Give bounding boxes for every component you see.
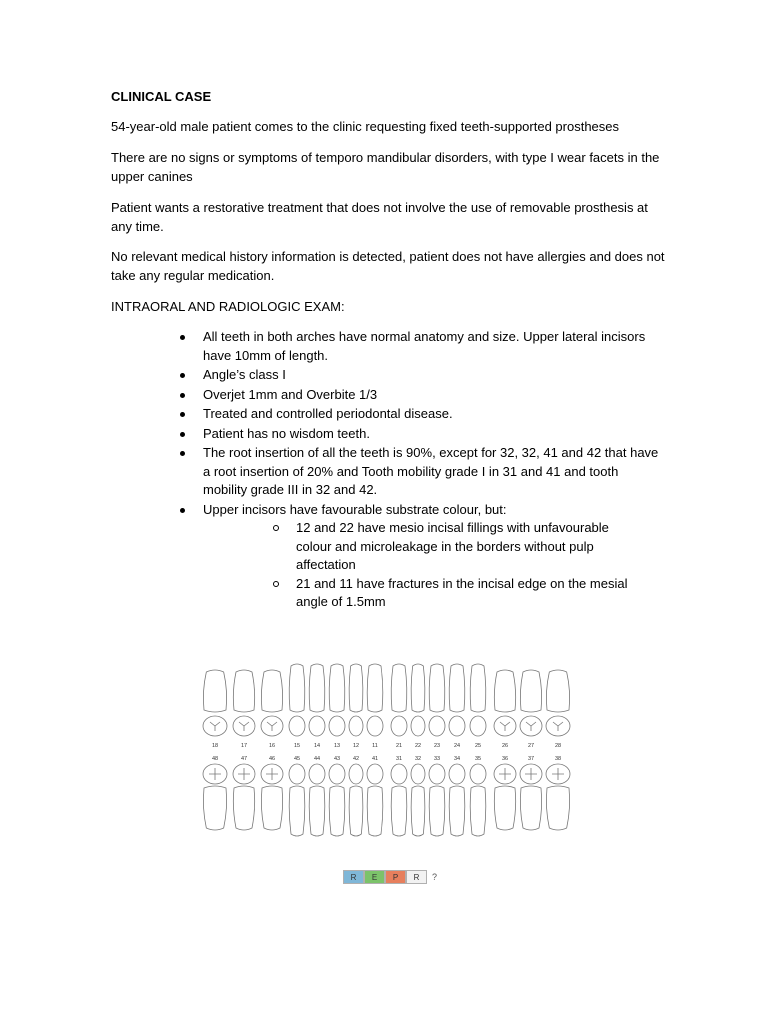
upper-tooth-27 [520,670,542,749]
chart-toolbar [343,870,437,884]
paragraph-patient: 54-year-old male patient comes to the clinic requesting fixed teeth-supported prostheses [111,119,620,134]
bullet-icon [180,373,185,378]
lower-tooth-44 [309,756,325,836]
upper-tooth-13 [329,664,345,749]
upper-tooth-24 [449,664,465,749]
tooth-number-label: 28 [554,743,562,749]
tooth-number-label: 37 [527,756,535,762]
bullet-icon [180,393,185,398]
upper-tooth-26 [494,670,516,749]
upper-tooth-11 [367,664,383,749]
upper-tooth-25 [470,664,486,749]
tooth-chart-graphic [196,658,576,838]
tooth-number-label: 35 [474,756,482,762]
upper-tooth-28 [546,670,570,749]
incisor-sublist [273,519,643,612]
list-item: Treated and controlled periodontal disease. [180,405,660,424]
tooth-number-label: 13 [333,743,341,749]
help-icon[interactable]: ? [432,872,438,882]
tooth-number-label: 34 [453,756,461,762]
tooth-chart [196,658,576,838]
lower-tooth-35 [470,756,486,836]
tooth-number-label: 45 [293,756,301,762]
lower-tooth-48 [203,756,227,830]
tooth-number-label: 23 [433,743,441,749]
toolbar-button-1[interactable]: R [343,870,364,884]
lower-tooth-38 [546,756,570,830]
tooth-number-label: 33 [433,756,441,762]
tooth-number-label: 21 [395,743,403,749]
tooth-number-label: 47 [240,756,248,762]
upper-tooth-21 [391,664,407,749]
tooth-number-label: 38 [554,756,562,762]
lower-tooth-37 [520,756,542,830]
lower-tooth-31 [391,756,407,836]
upper-tooth-16 [261,670,283,749]
tooth-number-label: 48 [211,756,219,762]
tooth-number-label: 44 [313,756,321,762]
lower-tooth-42 [349,756,363,836]
bullet-icon [180,335,185,340]
tooth-number-label: 25 [474,743,482,749]
lower-tooth-43 [329,756,345,836]
bullet-icon [180,451,185,456]
sub-list-item: 12 and 22 have mesio incisal fillings with unfavourable colour and microleakage in the borders without pulp affectation [273,519,643,575]
tooth-number-label: 32 [414,756,422,762]
toolbar-button-2[interactable]: E [364,870,385,884]
paragraph-tmd: There are no signs or symptoms of temporo mandibular disorders, with type I wear facets in the upper canines [111,150,660,184]
exam-findings-list [180,328,660,613]
hollow-bullet-icon [273,525,279,531]
list-item: The root insertion of all the teeth is 90%, except for 32, 32, 41 and 42 that have a root insertion of 20% and Tooth mobility grade I in 31 and 41 and tooth mobility grade III in 32 and 42. [180,444,660,500]
section-heading-exam: INTRAORAL AND RADIOLOGIC EXAM: [111,299,345,314]
tooth-number-label: 27 [527,743,535,749]
upper-tooth-15 [289,664,305,749]
toolbar-button-3[interactable]: P [385,870,406,884]
case-title: CLINICAL CASE [111,89,212,104]
lower-tooth-33 [429,756,445,836]
bullet-icon [180,412,185,417]
list-item: Upper incisors have favourable substrate colour, but: 12 and 22 have mesio incisal fillings with unfavourable colour and microleakage in the borders without pulp affectation 21 and 11 have fractures in the incisal edge on the mesial angle of 1.5mm [180,501,660,612]
tooth-number-label: 11 [372,743,378,749]
tooth-number-label: 18 [211,743,219,749]
tooth-number-label: 14 [313,743,321,749]
tooth-number-label: 12 [352,743,360,749]
tooth-number-label: 22 [414,743,422,749]
tooth-number-label: 46 [268,756,276,762]
paragraph-treatment-wish: Patient wants a restorative treatment that does not involve the use of removable prosthesis at any time. [111,200,648,234]
tooth-number-label: 36 [501,756,509,762]
upper-tooth-12 [349,664,363,749]
tooth-number-label: 17 [240,743,248,749]
paragraph-medical-history: No relevant medical history information is detected, patient does not have allergies and does not take any regular medication. [111,249,665,283]
tooth-number-label: 31 [395,756,403,762]
list-item: Overjet 1mm and Overbite 1/3 [180,386,660,405]
toolbar-button-4[interactable]: R [406,870,427,884]
list-item: Angle’s class I [180,366,660,385]
lower-tooth-47 [233,756,255,830]
upper-tooth-23 [429,664,445,749]
bullet-icon [180,432,185,437]
upper-tooth-18 [203,670,227,749]
hollow-bullet-icon [273,581,279,587]
sub-list-item: 21 and 11 have fractures in the incisal edge on the mesial angle of 1.5mm [273,575,643,612]
tooth-number-label: 24 [453,743,461,749]
tooth-number-label: 26 [501,743,509,749]
lower-tooth-32 [411,756,425,836]
lower-tooth-46 [261,756,283,830]
upper-tooth-17 [233,670,255,749]
lower-tooth-36 [494,756,516,830]
list-item: Patient has no wisdom teeth. [180,425,660,444]
lower-tooth-41 [367,756,383,836]
tooth-number-label: 16 [268,743,276,749]
tooth-number-label: 15 [293,743,301,749]
upper-tooth-22 [411,664,425,749]
tooth-number-label: 41 [371,756,379,762]
lower-tooth-34 [449,756,465,836]
tooth-number-label: 43 [333,756,341,762]
upper-tooth-14 [309,664,325,749]
list-item: All teeth in both arches have normal anatomy and size. Upper lateral incisors have 10mm of length. [180,328,660,365]
lower-tooth-45 [289,756,305,836]
bullet-icon [180,508,185,513]
tooth-number-label: 42 [352,756,360,762]
